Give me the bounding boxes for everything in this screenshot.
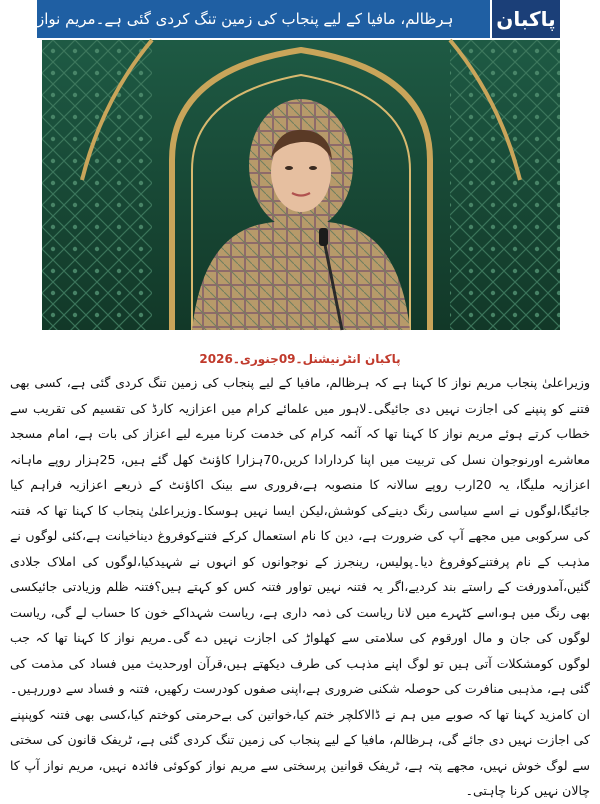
article-dateline: پاکبان انٹرنیشنل۔09جنوری۔2026 xyxy=(199,352,401,366)
speaker-photo xyxy=(42,40,560,330)
article-header xyxy=(37,0,560,38)
photo-illustration xyxy=(42,40,560,330)
headline: ہرظالم، مافیا کے لیے پنجاب کی زمین تنگ کردی گئی ہے۔مریم نواز xyxy=(37,10,454,28)
article-body xyxy=(10,370,591,798)
article-paragraph: وزیراعلیٰ پنجاب مریم نواز کا کہنا ہے کہ ہرظالم، مافیا کے لیے پنجاب کی زمین تنگ کردی گئی ہے، کسی بھی فتنے کو پنپنے کی اجازت نہیں دی جائیگی۔لاہور میں علمائے کرام میں اعزازیہ کارڈ کی تقسیم کی تقریب سے خطاب کرتے ہوئے مریم نواز کا کہنا تھا کہ آئمہ کرام کی خدمت کرنا میرے لیے اعزاز کی بات ہے، امام مسجد معاشرے اورنوجوان نسل کی تربیت میں اپنا کردارادا کریں،70ہزارا کاؤنٹ کھل گئے ہیں، 25ہزار روپے ماہانہ اعزازیہ ملیگا، یہ 20ارب روپے سالانہ کا منصوبہ ہے،فروری سے بینک اکاؤنٹ کے ذریعے اعزازیہ فراہم کیا جائیگا،لوگوں نے اسے سیاسی رنگ دینےکی کوشش،لیکن ایسا نہیں ہوسکا۔وزیراعلیٰ پنجاب کا کہنا تھا کہ فتنہ کی سرکوبی میں مجھے آپ کی ضرورت ہے، دین کا نام استعمال کرکے فتنےکوفروغ دیناخیانت ہے،کئی لوگوں نے مذہب کے نام پرفتنےکوفروغ دیا۔پولیس، رینجرز کے نوجوانوں کو انہوں نے شہیدکیا،لوگوں کی املاک جلادی گئیں،آمدورفت کے راستے بند کردیے،اگر یہ فتنہ نہیں تواور فتنہ کس کو کہتے ہیں؟فتنہ ظلم وزیادتی جائیکسی بھی رنگ میں ہو،اسے کٹہرے میں لانا ریاست کی ذمہ داری ہے، ریاست شہداکے خون کا حساب لے گی، ریاست لوگوں کی جان و مال اورقوم کی سلامتی سے کھلواڑ کی اجازت نہیں دے گی۔مریم نواز کا کہنا تھا کہ جب لوگوں کومشکلات آتی ہیں تو لوگ اپنے مذہب کی طرف دیکھتے ہیں،قرآن اورحدیث میں فساد کی مذمت کی گئی ہے، مذہبی منافرت کی حوصلہ شکنی ضروری ہے،اپنی صفوں کودرست رکھیں، فتنہ و فساد سے دوررہیں۔ان کامزید کہنا تھا کہ صوبے میں ہم نے ڈالاکلچر ختم کیا،خواتین کی بےحرمتی کوختم کیا،کسی بھی فتنہ کوپنپنے کی اجازت نہیں دی جائے گی، ہرظالم، مافیا کے لیے پنجاب کی زمین تنگ کردی گئی ہے، ٹریفک قانون کی سختی سے لوگ خوش نہیں، مجھے پتہ ہے، ٹریفک قوانین پرسختی سے مریم نواز کوکوئی فائدہ نہیں، مریم نواز آپ کا چالان نہیں کرنا چاہتی۔ xyxy=(10,375,591,798)
brand-logo[interactable]: پاکبان xyxy=(490,0,560,38)
